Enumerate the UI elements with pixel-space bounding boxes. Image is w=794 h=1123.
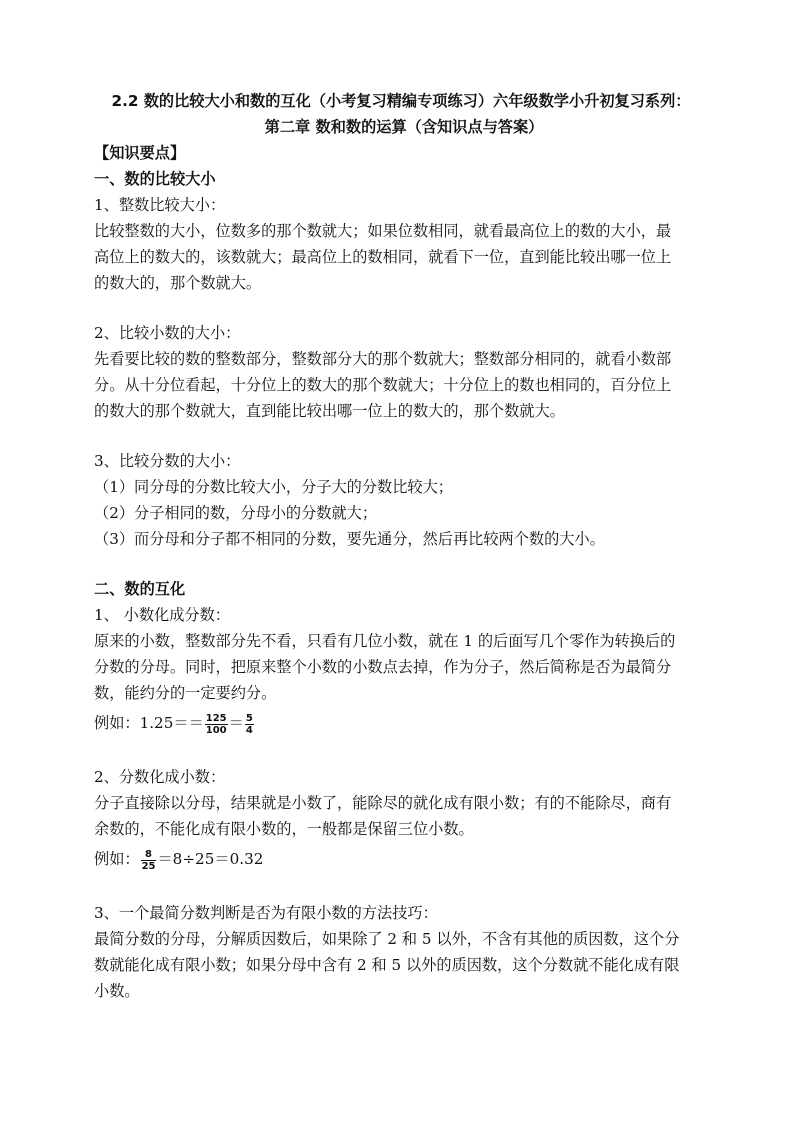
fraction-denominator: 100 xyxy=(205,724,227,736)
list-item: （2）分子相同的数，分母小的分数就大； xyxy=(94,504,378,522)
paragraph-line: 的数大的，那个数就大。 xyxy=(94,274,262,292)
paragraph-line: 数，能约分的一定要约分。 xyxy=(94,684,277,702)
section2-item3-label: 3、一个最简分数判断是否为有限小数的方法技巧： xyxy=(94,904,438,922)
equals-sign: ＝ xyxy=(228,714,244,732)
list-item: （1）同分母的分数比较大小，分子大的分数比较大； xyxy=(94,478,453,496)
spacer xyxy=(94,552,714,576)
paragraph-line: 余数的，不能化成有限小数的，一般都是保留三位小数。 xyxy=(94,820,474,838)
section2-heading: 二、数的互化 xyxy=(94,580,186,598)
paragraph-line: 分。从十分位看起，十分位上的数大的那个数就大；十分位上的数也相同的，百分位上 xyxy=(94,376,672,394)
paragraph-line: 最简分数的分母，分解质因数后，如果除了 2 和 5 以外，不含有其他的质因数，这个分 xyxy=(94,930,680,948)
example-fraction-to-decimal xyxy=(94,842,714,876)
spacer xyxy=(94,424,714,448)
fraction-5-4 xyxy=(245,713,254,736)
fraction-numerator: 8 xyxy=(141,849,157,861)
list-item: （3）而分母和分子都不相同的分数，要先通分，然后再比较两个数的大小。 xyxy=(94,530,605,548)
paragraph-line: 小数。 xyxy=(94,982,140,1000)
paragraph-line: 原来的小数，整数部分先不看，只看有几位小数，就在 1 的后面写几个零作为转换后的 xyxy=(94,632,676,650)
spacer xyxy=(94,876,714,900)
paragraph-line: 分数的分母。同时，把原来整个小数的小数点去掉，作为分子，然后简称是否为最简分 xyxy=(94,658,672,676)
fraction-denominator: 4 xyxy=(245,724,253,736)
section2-item1-label: 1、 小数化成分数： xyxy=(94,606,230,624)
paragraph-line: 高位上的数大的，该数就大；最高位上的数相同，就看下一位，直到能比较出哪一位上 xyxy=(94,248,672,266)
paragraph-line: 先看要比较的数的整数部分，整数部分大的那个数就大；整数部分相同的，就看小数部 xyxy=(94,350,672,368)
example-decimal-to-fraction xyxy=(94,706,714,740)
knowledge-heading: 【知识要点】 xyxy=(94,144,186,162)
paragraph-line: 分子直接除以分母，结果就是小数了，能除尽的就化成有限小数；有的不能除尽，商有 xyxy=(94,794,672,812)
fraction-denominator: 25 xyxy=(141,860,156,872)
fraction-numerator: 125 xyxy=(205,712,227,724)
fraction-125-100 xyxy=(205,713,228,736)
spacer xyxy=(94,740,714,764)
example-prefix: 例如：1.25＝＝ xyxy=(94,714,204,732)
document-title-line1: 2.2 数的比较大小和数的互化（小考复习精编专项练习）六年级数学小升初复习系列： xyxy=(111,92,691,110)
section1-item3-label: 3、比较分数的大小： xyxy=(94,452,241,470)
fraction-numerator: 5 xyxy=(245,712,253,724)
spacer xyxy=(94,296,714,320)
paragraph-line: 数就能化成有限小数；如果分母中含有 2 和 5 以外的质因数，这个分数就不能化成有限 xyxy=(94,956,680,974)
fraction-8-25 xyxy=(141,849,157,872)
section1-item1-label: 1、整数比较大小： xyxy=(94,196,226,214)
section1-heading: 一、数的比较大小 xyxy=(94,170,216,188)
section2-item2-label: 2、分数化成小数： xyxy=(94,768,226,786)
paragraph-line: 比较整数的大小，位数多的那个数就大；如果位数相同，就看最高位上的数的大小，最 xyxy=(94,222,672,240)
example-suffix: ＝8÷25＝0.32 xyxy=(157,850,264,868)
document-title-line2: 第二章 数和数的运算（含知识点与答案） xyxy=(264,118,544,136)
example-prefix: 例如： xyxy=(94,850,140,868)
paragraph-line: 的数大的那个数就大，直到能比较出哪一位上的数大的，那个数就大。 xyxy=(94,402,565,420)
document-page xyxy=(94,88,714,1004)
section1-item2-label: 2、比较小数的大小： xyxy=(94,324,241,342)
